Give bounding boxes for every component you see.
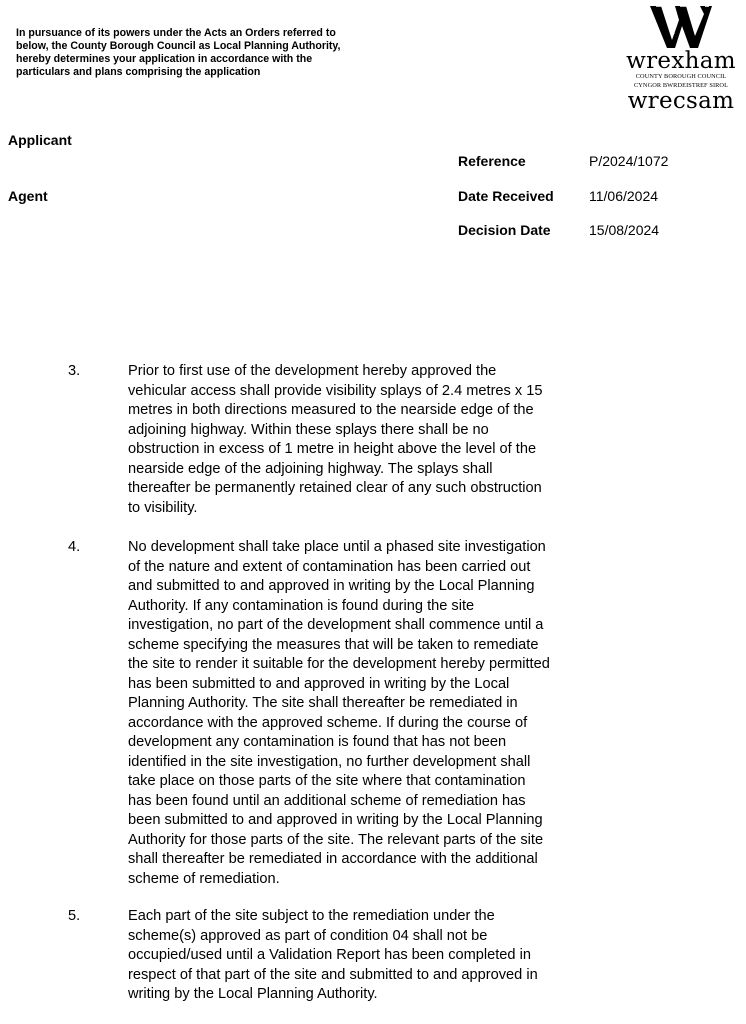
text-line: scheme specifying the measures that will be taken to remediate (128, 636, 539, 653)
condition-text (128, 538, 620, 889)
text-line: obstruction in excess of 1 metre in height above the level of the (128, 441, 537, 457)
text-line: scheme(s) approved as part of condition 04 shall not be (128, 927, 488, 944)
text-line: Each part of the site subject to the remediation under the (128, 908, 495, 924)
date-received-label: Date Received (458, 188, 554, 204)
text-line: Authority. If any contamination is found during the site (128, 597, 475, 614)
text-line: of the nature and extent of contamination has been carried out (128, 558, 531, 575)
text-line: has been found until an additional scheme of remediation has (128, 792, 526, 809)
reference-value: P/2024/1072 (589, 153, 669, 169)
text-line: occupied/used until a Validation Report has been completed in (128, 947, 531, 963)
logo-name-en: wrexham (626, 48, 736, 74)
text-line: to visibility. (128, 499, 198, 516)
condition-text (128, 907, 620, 1005)
text-line: accordance with the approved scheme. If during the course of (128, 714, 528, 731)
condition-number: 5. (68, 908, 81, 924)
decision-date-value: 15/08/2024 (589, 222, 660, 238)
text-line: thereafter be permanently retained clear of any such obstruction (128, 480, 542, 496)
reference-label: Reference (458, 153, 526, 169)
text-line: nearside edge of the adjoining highway. The splays shall (128, 460, 493, 477)
text-line: Prior to first use of the development hereby approved the (128, 363, 497, 379)
text-line: development any contamination is found that has not been (128, 734, 507, 750)
text-line: investigation, no part of the development shall commence until a (128, 617, 544, 633)
applicant-label: Applicant (8, 132, 72, 148)
text-line: and submitted to and approved in writing by the Local Planning (128, 578, 535, 594)
text-line: the site to render it suitable for the development hereby permitted (128, 656, 550, 672)
agent-label: Agent (8, 188, 48, 204)
decision-date-label: Decision Date (458, 222, 551, 238)
text-line: adjoining highway. Within these splays there shall be no (128, 421, 489, 438)
date-received-value: 11/06/2024 (589, 188, 659, 204)
text-line: scheme of remediation. (128, 870, 280, 887)
text-line: respect of that part of the site and submitted to and approved in (128, 966, 538, 983)
condition-text (128, 362, 620, 518)
text-line: shall thereafter be remediated in accordance with the additional (128, 851, 538, 867)
condition-number: 3. (68, 363, 81, 379)
text-line: has been submitted to and approved in writing by the Local (128, 675, 510, 692)
text-line: identified in the site investigation, no further development shall (128, 753, 531, 770)
wrexham-w-icon (648, 4, 714, 50)
council-logo (626, 4, 736, 128)
text-line: metres in both directions measured to the nearside edge of the (128, 402, 534, 418)
logo-subtitle-en: COUNTY BOROUGH COUNCIL (635, 73, 727, 80)
text-line: vehicular access shall provide visibility splays of 2.4 metres x 15 (128, 382, 543, 399)
text-line: been submitted to and approved in writing by the Local Planning (128, 812, 543, 828)
text-line: take place on those parts of the site where that contamination (128, 773, 526, 789)
logo-subtitle-cy: CYNGOR BWRDEISTREF SIROL (633, 82, 729, 89)
logo-name-cy: wrecsam (627, 88, 735, 114)
intro-text: In pursuance of its powers under the Acts an Orders referred to below, the County Borough Council as Local Planning Authority, hereby determines your application in accordance with the particulars and plans comprising the application (16, 27, 341, 78)
condition-number: 4. (68, 539, 81, 555)
text-line: No development shall take place until a phased site investigation (128, 539, 546, 555)
text-line: Authority for those parts of the site. The relevant parts of the site (128, 831, 544, 848)
text-line: Planning Authority. The site shall thereafter be remediated in (128, 695, 518, 711)
text-line: writing by the Local Planning Authority. (128, 986, 378, 1002)
